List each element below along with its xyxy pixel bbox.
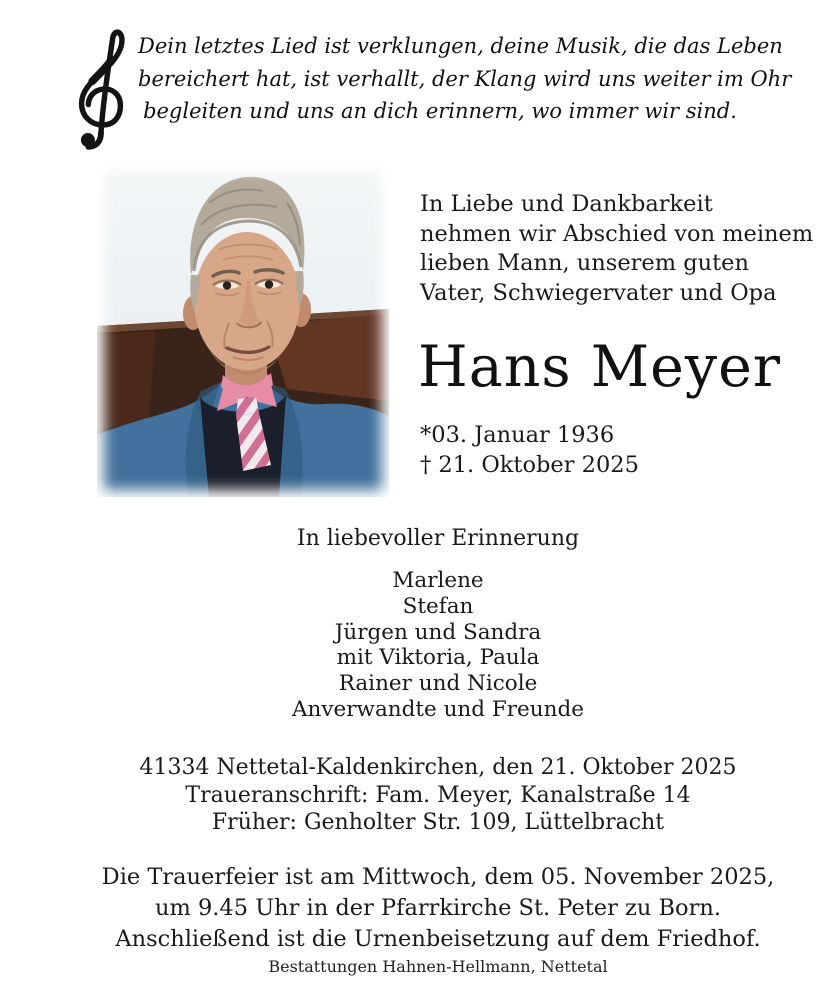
address-line: Früher: Genholter Str. 109, Lüttelbracht bbox=[211, 810, 665, 836]
address-line: 41334 Nettetal-Kaldenkirchen, den 21. Oktober 2025 bbox=[139, 755, 737, 780]
poem-line: begleiten und uns an dich erinnern, wo immer wir sind. bbox=[143, 99, 737, 123]
treble-clef-icon bbox=[58, 22, 144, 158]
service-line: Die Trauerfeier ist am Mittwoch, dem 05. November 2025, bbox=[101, 864, 775, 890]
mourner: Anverwandte und Freunde bbox=[292, 696, 584, 722]
dedication-line: Vater, Schwiegervater und Opa bbox=[420, 279, 777, 306]
funeral-home-footer: Bestattungen Hahnen-Hellmann, Nettetal bbox=[268, 957, 608, 976]
dedication-text bbox=[420, 190, 814, 308]
portrait-photo bbox=[97, 163, 389, 497]
mourner: mit Viktoria, Paula bbox=[336, 645, 540, 671]
mourner: Marlene bbox=[392, 568, 484, 593]
mourners-list bbox=[40, 568, 836, 723]
life-dates bbox=[420, 420, 780, 480]
poem bbox=[138, 30, 792, 128]
address-line: Traueranschrift: Fam. Meyer, Kanalstraße 14 bbox=[185, 782, 691, 808]
death-date: † 21. Oktober 2025 bbox=[420, 452, 639, 478]
dedication-line: In Liebe und Dankbarkeit bbox=[420, 191, 713, 217]
poem-line: bereichert hat, ist verhallt, der Klang wird uns weiter im Ohr bbox=[138, 66, 792, 91]
deceased-name: Hans Meyer bbox=[418, 334, 782, 400]
service-line: Anschließend ist die Urnenbeisetzung auf dem Friedhof. bbox=[115, 926, 761, 952]
birth-date: *03. Januar 1936 bbox=[420, 422, 615, 448]
memorial-heading: In liebevoller Erinnerung bbox=[296, 526, 580, 551]
tie-knot bbox=[236, 397, 259, 415]
poem-line: Dein letztes Lied ist verklungen, deine Musik, die das Leben bbox=[138, 34, 783, 58]
dedication-line: lieben Mann, unserem guten bbox=[420, 250, 749, 276]
mourner: Rainer und Nicole bbox=[338, 671, 538, 697]
service-info bbox=[40, 862, 836, 955]
service-line: um 9.45 Uhr in der Pfarrkirche St. Peter zu Born. bbox=[154, 895, 722, 921]
mourner: Jürgen und Sandra bbox=[334, 619, 542, 645]
mourner: Stefan bbox=[402, 593, 474, 619]
address-block bbox=[40, 754, 836, 837]
dedication-line: nehmen wir Abschied von meinem bbox=[420, 220, 814, 247]
